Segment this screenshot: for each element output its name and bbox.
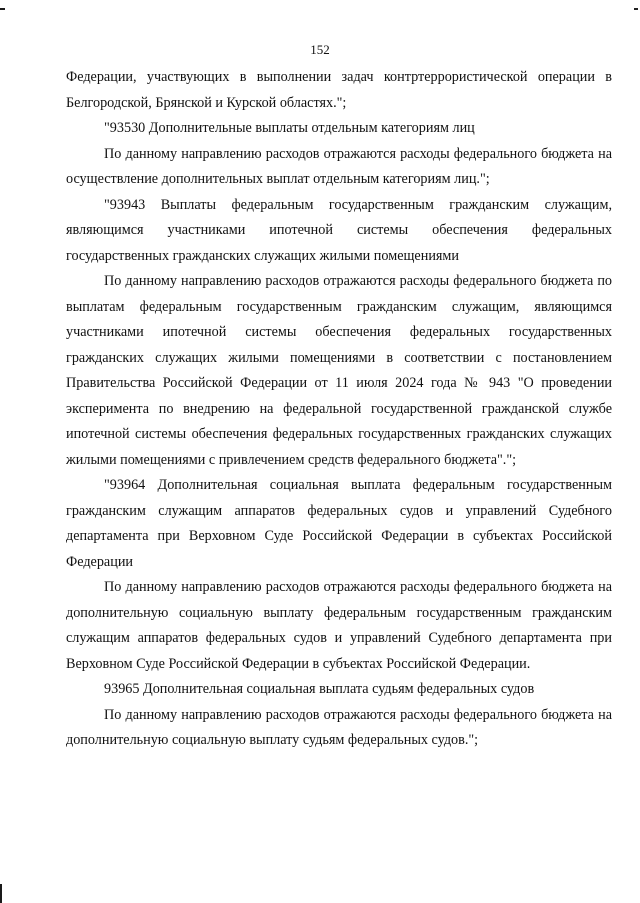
page-number: 152 (310, 42, 330, 57)
paragraph: "93943 Выплаты федеральным государственным гражданским служащим, являющимся участниками ипотечной системы обеспечения федеральных государственных гражданских служащих жилыми помещениями (66, 196, 612, 264)
paragraph: По данному направлению расходов отражаются расходы федерального бюджета по выплатам федеральным государственным гражданским служащим, являющимся участниками ипотечной системы обеспечения федеральных государственных гражданских служащих жилыми помещениями в соответствии с постановлением Правительства Российской Федерации от 11 июля 2024 года № 943 "О проведении эксперимента по внедрению на федеральной государственной гражданской службе ипотечной системы обеспечения федеральных государственных гражданских служащих жилыми помещениями с привлечением средств федерального бюджета"."; (66, 273, 612, 468)
paragraph: По данному направлению расходов отражаются расходы федерального бюджета на дополнительную социальную выплату федеральным государственным гражданским служащим аппаратов федеральных судов и управлений Судебного департамента при Верховном Суде Российской Федерации в субъектах Российской Федерации. (66, 579, 612, 672)
paragraph: По данному направлению расходов отражаются расходы федерального бюджета на осуществление дополнительных выплат отдельным категориям лиц."; (66, 145, 612, 187)
paragraph: "93530 Дополнительные выплаты отдельным категориям лиц (104, 120, 475, 136)
scan-edge-mark (0, 8, 5, 10)
paragraph: Федерации, участвующих в выполнении задач контртеррористической операции в Белгородской, Брянской и Курской областях."; (66, 69, 612, 111)
scan-corner-mark (634, 8, 638, 10)
scan-edge-mark (0, 884, 2, 903)
paragraph: По данному направлению расходов отражаются расходы федерального бюджета на дополнительную социальную выплату судьям федеральных судов."; (66, 706, 612, 748)
paragraph: "93964 Дополнительная социальная выплата федеральным государственным гражданским служащим аппаратов федеральных судов и управлений Судебного департамента при Верховном Суде Российской Федерации в субъектах Российской Федерации (66, 477, 612, 570)
document-body (66, 65, 612, 754)
paragraph: 93965 Дополнительная социальная выплата судьям федеральных судов (104, 681, 535, 697)
